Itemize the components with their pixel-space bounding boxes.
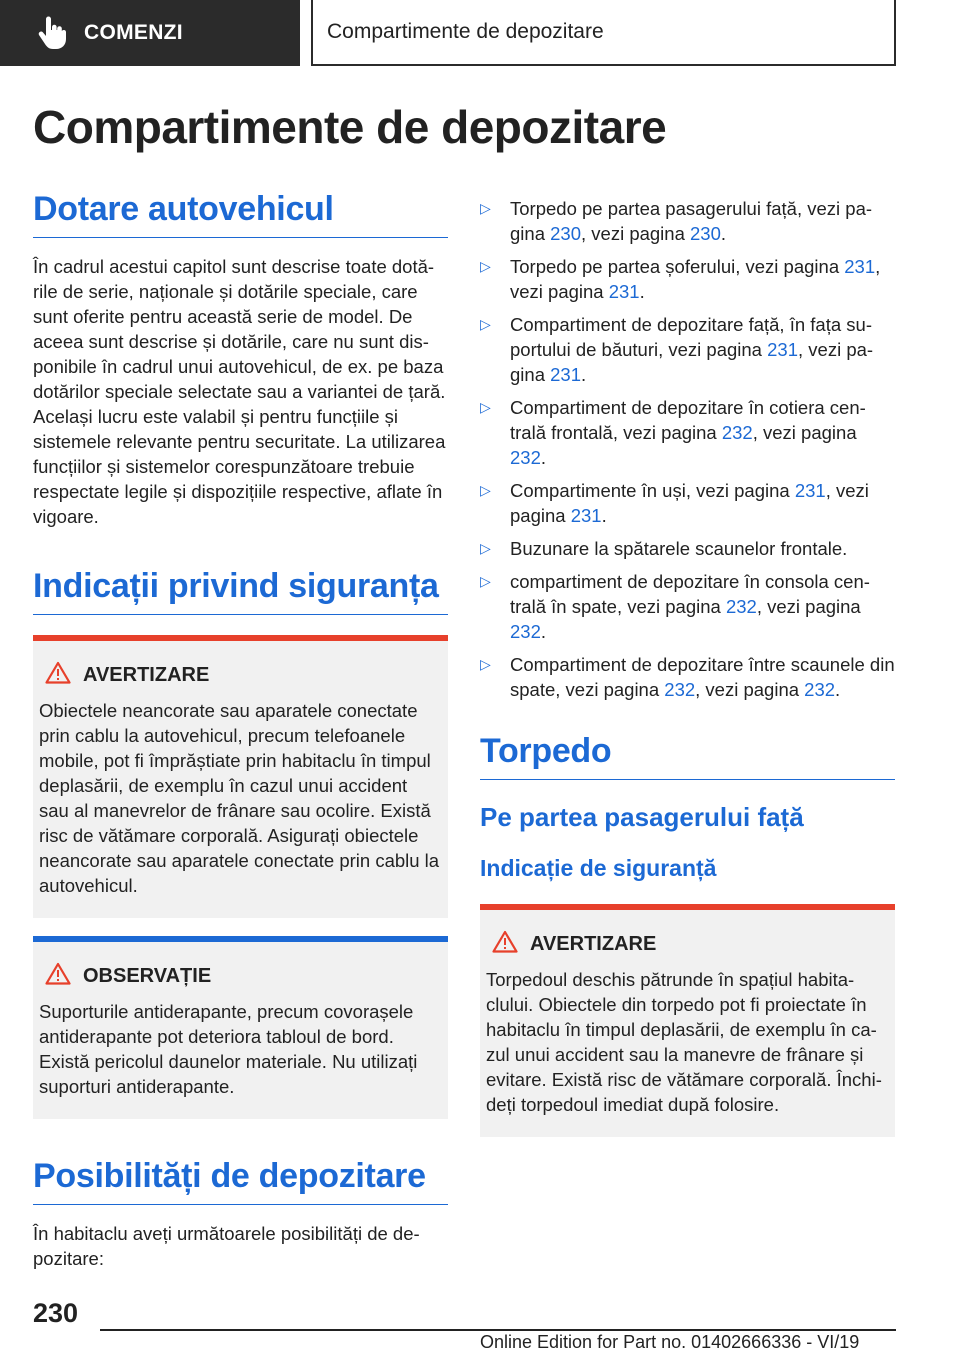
page-link[interactable]: 231	[608, 281, 640, 302]
heading-passenger-side: Pe partea pasagerului față	[480, 802, 804, 832]
list-item: ▷ Compartiment de depozitare între scaunele din spate, vezi pagina 232, vezi pagina 232.	[480, 654, 895, 700]
list-item: ▷ Torpedo pe partea șoferului, vezi pagina 231, vezi pagina 231.	[480, 256, 881, 302]
torpedo-warning-title-text: AVERTIZARE	[530, 933, 657, 955]
warning-text: Obiectele neancorate sau aparatele conectate prin cablu la autovehicul, precum telefoanele mobile, pot fi împrăștiate prin habitaclu în timpul deplasării, de exemplu în cazul unui accident sau al manevrelor de frânare sau ocolire. Există risc de vătămare corporală. Asigurați obiectele neancorate sau aparatele conectate prin cablu la autovehicul.	[39, 700, 440, 896]
footer-divider	[100, 1329, 896, 1331]
section-tab[interactable]	[0, 0, 300, 66]
triangle-bullet-icon: ▷	[480, 399, 491, 415]
page-link[interactable]: 231	[794, 480, 826, 501]
equipment-text: În cadrul acestui capitol sunt descrise toate dotările de serie, naționale și dotările speciale, care sunt oferite pentru această serie de model. De aceea sunt descrise și dotările, care nu sunt disponibile în cadrul unui autovehicul, de ex. pe baza dotărilor speciale selectate sau a variantei de țară. Același lucru este valabil și pentru funcțiile și sistemele relevante pentru securitate. La utilizarea funcțiilor și sistemelor corespunzătoare trebuie respectate legile și dispozițiile respective, aflate în vigoare.	[33, 256, 446, 527]
warning-box	[33, 635, 448, 918]
heading-equipment: Dotare autovehicul	[33, 190, 448, 238]
warning-title-text: AVERTIZARE	[83, 664, 210, 686]
heading-storage: Posibilități de depozitare	[33, 1157, 448, 1205]
list-item: ▷ Compartiment de depozitare față, în fața suportului de băuturi, vezi pagina 231, vezi pagina 231.	[480, 314, 874, 385]
storage-list	[480, 196, 895, 702]
left-column	[33, 190, 448, 1271]
edition-text: Online Edition for Part no. 01402666336 - VI/19	[480, 1332, 860, 1352]
note-title	[39, 962, 440, 991]
torpedo-warning-text: Torpedoul deschis pătrunde în spațiul habitaclului. Obiectele din torpedo pot fi proiectate în habitaclu în timpul deplasării, de exemplu în cazul unui accident sau la manevre de frânare și evitare. Există risc de vătămare corporală. Închideți torpedoul imediat după folosire.	[486, 969, 882, 1115]
note-text: Suporturile antiderapante, precum covorașele antiderapante pot deteriora tabloul de bord. Există pericolul daunelor materiale. Nu utilizați suporturi antiderapante.	[39, 1001, 418, 1097]
heading-safety-note: Indicație de siguranță	[480, 855, 717, 881]
page-link[interactable]: 231	[767, 339, 798, 360]
heading-safety: Indicații privind siguranța	[33, 567, 448, 615]
list-item: ▷ Compartimente în uși, vezi pagina 231, vezi pagina 231.	[480, 480, 869, 526]
torpedo-warning-title	[486, 930, 887, 959]
hand-pointer-icon	[32, 13, 72, 53]
section-tab-label: COMENZI	[84, 21, 183, 44]
page-link[interactable]: 232	[725, 596, 757, 617]
heading-torpedo: Torpedo	[480, 732, 895, 780]
page-link[interactable]: 231	[570, 505, 602, 526]
page-link[interactable]: 232	[721, 422, 753, 443]
triangle-bullet-icon: ▷	[480, 200, 491, 216]
right-column	[480, 196, 895, 1137]
list-item: ▷ Compartiment de depozitare în cotiera centrală frontală, vezi pagina 232, vezi pagina 232.	[480, 397, 866, 468]
page-link[interactable]: 232	[510, 621, 541, 642]
list-item: ▷ compartiment de depozitare în consola centrală în spate, vezi pagina 232, vezi pagina 232.	[480, 571, 870, 642]
page-footer	[0, 1298, 960, 1362]
page-header	[0, 0, 960, 66]
warning-title	[39, 661, 440, 690]
page-number: 230	[33, 1298, 79, 1328]
page-link[interactable]: 230	[550, 223, 581, 244]
chapter-tab-label: Compartimente de depozitare	[327, 20, 604, 43]
triangle-bullet-icon: ▷	[480, 656, 491, 672]
page-title: Compartimente de depozitare	[33, 101, 667, 153]
note-box	[33, 936, 448, 1119]
triangle-bullet-icon: ▷	[480, 573, 491, 589]
page-link[interactable]: 232	[664, 679, 696, 700]
list-item: ▷ Buzunare la spătarele scaunelor frontale.	[480, 538, 848, 559]
storage-text: În habitaclu aveți următoarele posibilități de depozitare:	[33, 1223, 420, 1269]
triangle-bullet-icon: ▷	[480, 258, 491, 274]
warning-triangle-icon	[492, 930, 518, 959]
page-link[interactable]: 230	[690, 223, 721, 244]
triangle-bullet-icon: ▷	[480, 540, 491, 556]
page-link[interactable]: 232	[804, 679, 836, 700]
note-title-text: OBSERVAȚIE	[83, 965, 212, 987]
page-link[interactable]: 232	[510, 447, 541, 468]
warning-triangle-icon	[45, 661, 71, 690]
caution-triangle-icon	[45, 962, 71, 991]
chapter-tab[interactable]	[311, 0, 896, 66]
triangle-bullet-icon: ▷	[480, 316, 491, 332]
torpedo-warning-box	[480, 904, 895, 1137]
list-item: ▷ Torpedo pe partea pasagerului față, vezi pagina 230, vezi pagina 230.	[480, 198, 873, 244]
page-link[interactable]: 231	[844, 256, 876, 277]
triangle-bullet-icon: ▷	[480, 482, 491, 498]
page-link[interactable]: 231	[550, 364, 581, 385]
